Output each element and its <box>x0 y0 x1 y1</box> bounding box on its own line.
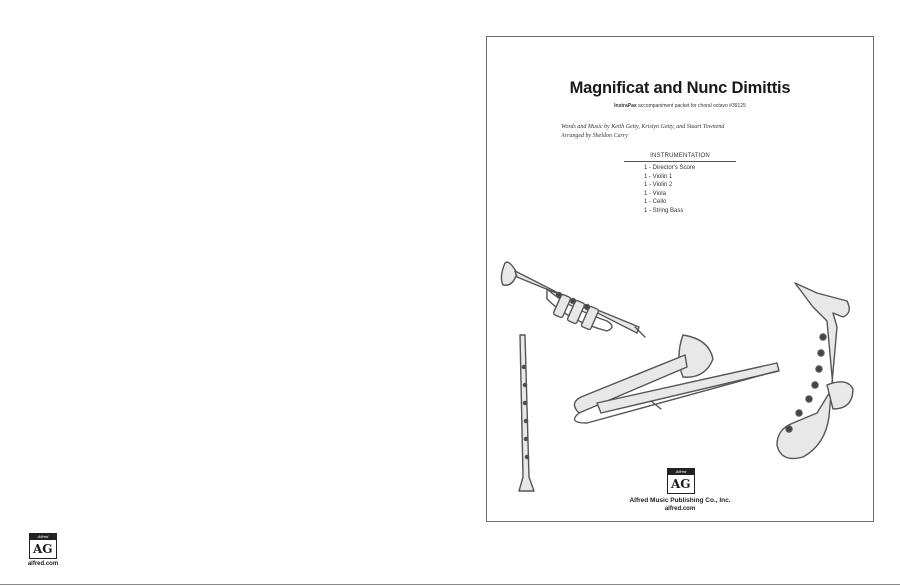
instrumentation-item: 1 - String Bass <box>644 207 684 214</box>
publisher-logo-mark: AG <box>671 477 691 491</box>
instrumentation-item: 1 - Director's Score <box>644 165 696 171</box>
publisher-logo-brand: Alfred <box>668 469 694 475</box>
clarinet-icon <box>519 335 534 491</box>
back-cover-logo <box>26 533 60 567</box>
instrumentation-heading: INSTRUMENTATION <box>624 153 736 162</box>
cover-title: Magnificat and Nunc Dimittis <box>569 79 791 97</box>
trombone-icon <box>574 335 779 423</box>
front-cover <box>486 36 874 522</box>
trumpet-icon <box>501 262 645 337</box>
saxophone-icon <box>777 283 853 459</box>
logo-mark: AG <box>33 542 53 556</box>
instrumentation-item: 1 - Cello <box>644 199 667 206</box>
subtitle-product: InstraPax <box>614 103 637 109</box>
credits-words-music: Words and Music by Keith Getty, Kristyn Getty, and Stuart Townend <box>561 124 725 130</box>
instrumentation-item: 1 - Violin 2 <box>644 182 673 189</box>
back-cover-url: alfred.com <box>27 561 59 567</box>
publisher-logo-icon <box>667 468 695 494</box>
publisher-name: Alfred Music Publishing Co., Inc. <box>629 497 731 504</box>
publisher-url: alfred.com <box>664 506 696 512</box>
instrument-illustration <box>487 37 875 523</box>
instrumentation-item: 1 - Viola <box>644 190 666 197</box>
subtitle-description: accompaniment packet for choral octavo #39125 <box>636 103 746 109</box>
alfred-logo-icon <box>29 533 57 559</box>
instrumentation-item: 1 - Violin 1 <box>644 173 673 180</box>
bottom-divider <box>0 584 900 585</box>
credits-arranger: Arranged by Sheldon Curry <box>561 133 628 139</box>
logo-brand: Alfred <box>30 534 56 540</box>
